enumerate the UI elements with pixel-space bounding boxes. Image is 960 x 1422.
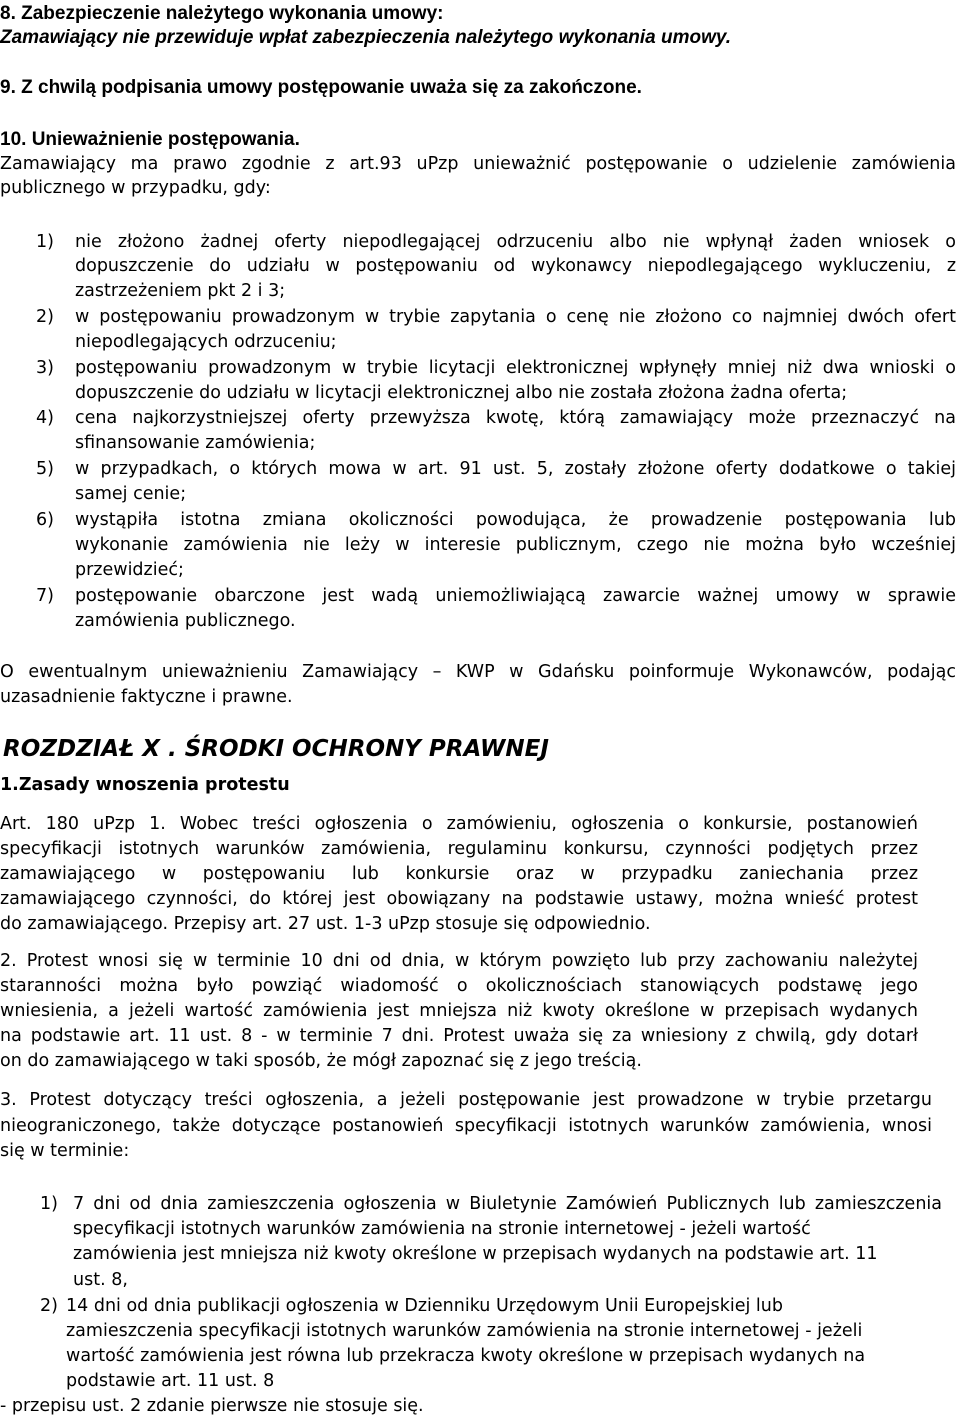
list-item-line: w postępowaniu prowadzonym w trybie zapytania o cenę nie złożono co najmniej dwóch ofert (75, 307, 956, 327)
term-item-line: specyfikacji istotnych warunków zamówienia na stronie internetowej - jeżeli wartość (73, 1219, 811, 1239)
paragraph-1-line: specyfikacji istotnych warunków zamówienia, regulaminu konkursu, czynności podjętych przez (0, 839, 918, 859)
list-item-line: samej cenie; (75, 484, 187, 504)
paragraph-1-line: zamawiającego w postępowaniu lub konkursie oraz w przypadku zaniechania przez (0, 864, 918, 884)
paragraph-3-line: nieograniczonego, także dotyczące postanowień specyfikacji istotnych warunków zamówienia, wnosi (0, 1116, 932, 1136)
term-item-line: wartość zamówienia jest równa lub przekracza kwoty określone w przepisach wydanych na (66, 1346, 866, 1366)
list-item-line: zamówienia publicznego. (75, 611, 296, 631)
list-item-line: sfinansowanie zamówienia; (75, 433, 316, 453)
list-item-line: niepodlegających odrzuceniu; (75, 332, 337, 352)
paragraph-3-line: 3. Protest dotyczący treści ogłoszenia, a jeżeli postępowanie jest prowadzone w trybie przetargu (0, 1090, 932, 1110)
list-item-line: nie złożono żadnej oferty niepodlegającej odrzuceniu albo nie wpłynął żaden wniosek o (75, 232, 956, 252)
term-item-line: ust. 8, (73, 1270, 128, 1290)
list-item-line: przewidzieć; (75, 560, 184, 580)
paragraph-2-line: wniesienia, a jeżeli wartość zamówienia jest mniejsza niż kwoty określone w przepisach wydanych (0, 1001, 918, 1021)
chapter-heading: ROZDZIAŁ X . ŚRODKI OCHRONY PRAWNEJ (3, 736, 549, 762)
paragraph-3-line: się w terminie: (0, 1141, 130, 1161)
section-10-title: 10. Unieważnienie postępowania. (0, 129, 300, 150)
list-item-number: 7) (36, 586, 54, 606)
list-item-number: 5) (36, 459, 54, 479)
paragraph-2-line: staranności można było powziąć wiadomość o okolicznościach stanowiących podstawę jego (0, 976, 918, 996)
list-item-number: 3) (36, 358, 54, 378)
list-item-line: dopuszczenie do udziału w licytacji elektronicznej albo nie została złożona żadna oferta; (75, 383, 848, 403)
section-8-title: 8. Zabezpieczenie należytego wykonania umowy: (0, 3, 444, 24)
term-item-line: zamówienia jest mniejsza niż kwoty określone w przepisach wydanych na podstawie art. 11 (73, 1244, 878, 1264)
list-item-number: 4) (36, 408, 54, 428)
paragraph-1-line: zamawiającego czynności, do której jest obowiązany na podstawie ustawy, można wnieść protest (0, 889, 918, 909)
term-item-number: 1) (40, 1194, 58, 1214)
section-10-intro-line: publicznego w przypadku, gdy: (0, 178, 271, 198)
paragraph-2-line: on do zamawiającego w taki sposób, że mógł zapoznać się z jego treścią. (0, 1051, 642, 1071)
section-10-closing-line: uzasadnienie faktyczne i prawne. (0, 687, 293, 707)
paragraph-2-line: 2. Protest wnosi się w terminie 10 dni od dnia, w którym powzięto lub przy zachowaniu należytej (0, 951, 918, 971)
list-item-number: 1) (36, 232, 54, 252)
section-10-intro-line: Zamawiający ma prawo zgodnie z art.93 uPzp unieważnić postępowanie o udzielenie zamówienia (0, 154, 956, 174)
list-item-line: dopuszczenie do udziału w postępowaniu od wykonawcy niepodlegającego wykluczeniu, z (75, 256, 956, 276)
list-item-line: cena najkorzystniejszej oferty przewyższa kwotę, którą zamawiający może przeznaczyć na (75, 408, 956, 428)
term-item-line: zamieszczenia specyfikacji istotnych warunków zamówienia na stronie internetowej - jeżeli (66, 1321, 863, 1341)
term-item-line: podstawie art. 11 ust. 8 (66, 1371, 275, 1391)
list-item-line: wykonanie zamówienia nie leży w interesie publicznym, czego nie można było wcześniej (75, 535, 956, 555)
list-item-line: wystąpiła istotna zmiana okoliczności powodująca, że prowadzenie postępowania lub (75, 510, 956, 530)
section-8-text: Zamawiający nie przewiduje wpłat zabezpieczenia należytego wykonania umowy. (0, 27, 732, 48)
paragraph-1-line: Art. 180 uPzp 1. Wobec treści ogłoszenia o zamówieniu, ogłoszenia o konkursie, postanowień (0, 814, 918, 834)
section-9-text: 9. Z chwilą podpisania umowy postępowanie uważa się za zakończone. (0, 77, 642, 98)
list-item-number: 6) (36, 510, 54, 530)
list-item-line: postępowanie obarczone jest wadą uniemożliwiającą zawarcie ważnej umowy w sprawie (75, 586, 956, 606)
paragraph-2-line: na podstawie art. 11 ust. 8 - w terminie 7 dni. Protest uważa się za wniesiony z chwilą, gdy dotarł (0, 1026, 918, 1046)
list-item-number: 2) (36, 307, 54, 327)
final-note: - przepisu ust. 2 zdanie pierwsze nie stosuje się. (0, 1396, 424, 1416)
term-item-line: 14 dni od dnia publikacji ogłoszenia w Dzienniku Urzędowym Unii Europejskiej lub (66, 1296, 783, 1316)
term-item-number: 2) (40, 1296, 58, 1316)
section-10-closing-line: O ewentualnym unieważnieniu Zamawiający – KWP w Gdańsku poinformuje Wykonawców, podając (0, 662, 956, 682)
list-item-line: zastrzeżeniem pkt 2 i 3; (75, 281, 286, 301)
chapter-subheading: 1.Zasady wnoszenia protestu (0, 775, 290, 795)
list-item-line: w przypadkach, o których mowa w art. 91 ust. 5, zostały złożone oferty dodatkowe o takiej (75, 459, 956, 479)
list-item-line: postępowaniu prowadzonym w trybie licytacji elektronicznej wpłynęły mniej niż dwa wnioski o (75, 358, 956, 378)
paragraph-1-line: do zamawiającego. Przepisy art. 27 ust. 1-3 uPzp stosuje się odpowiednio. (0, 914, 651, 934)
term-item-line: 7 dni od dnia zamieszczenia ogłoszenia w Biuletynie Zamówień Publicznych lub zamieszczenia (73, 1194, 942, 1214)
